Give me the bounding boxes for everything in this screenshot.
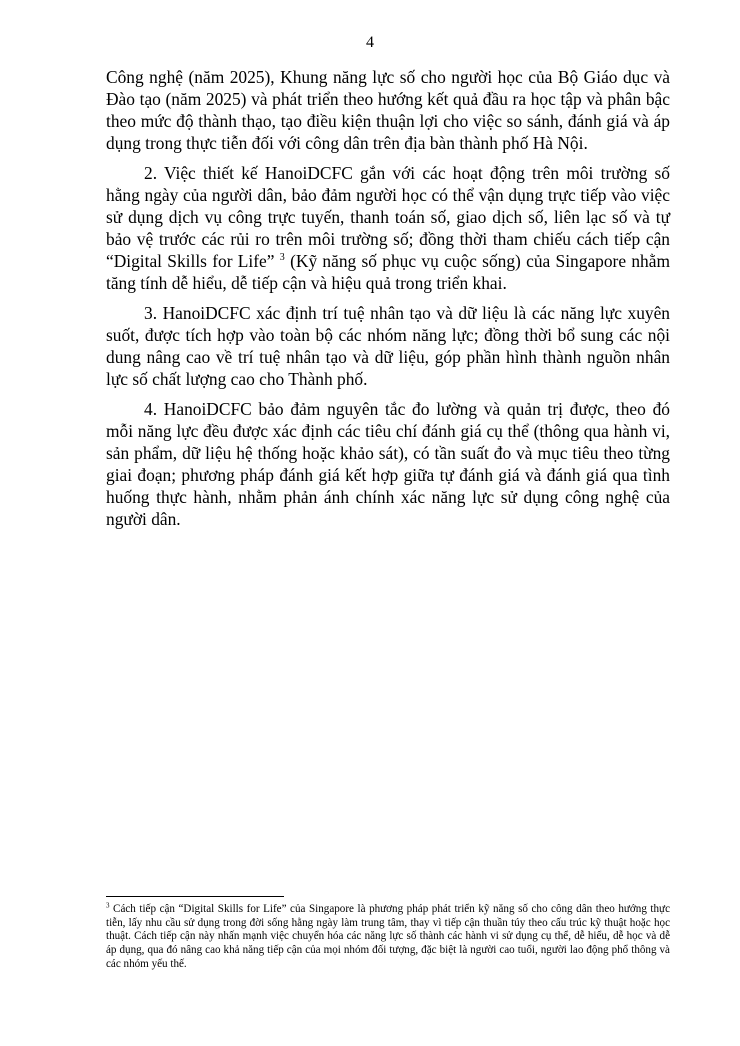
paragraph-2-text-part-2: (Kỹ năng số phục vụ cuộc sống) của Singapore nhằm tăng tính dễ hiểu, dễ tiếp cận và hiệu quả trong triển khai. (106, 251, 670, 293)
footnote-separator (106, 896, 284, 897)
footnote-marker: 3 (106, 901, 110, 910)
footnote-text: Cách tiếp cận “Digital Skills for Life” của Singapore là phương pháp phát triển kỹ năng số cho công dân theo hướng thực tiễn, lấy nhu cầu sử dụng trong đời sống hằng ngày làm trung tâm, thay vì tiếp cận thuần túy theo cấu trúc kỹ thuật hoặc học thuật. Cách tiếp cận này nhấn mạnh việc chuyển hóa các năng lực số thành các hành vi sử dụng cụ thể, dễ hiểu, dễ học và dễ áp dụng, qua đó nâng cao khả năng tiếp cận của mọi nhóm đối tượng, đặc biệt là người cao tuổi, người lao động phổ thông và các nhóm yếu thế. (106, 903, 670, 970)
paragraph-4: 4. HanoiDCFC bảo đảm nguyên tắc đo lường và quản trị được, theo đó mỗi năng lực đều được xác định các tiêu chí đánh giá cụ thể (thông qua hành vi, sản phẩm, dữ liệu hệ thống hoặc khảo sát), có tần suất đo và mục tiêu theo từng giai đoạn; phương pháp đánh giá kết hợp giữa tự đánh giá và đánh giá qua tình huống thực hành, nhằm phản ánh chính xác năng lực sử dụng công nghệ của người dân. (106, 399, 670, 529)
footnote (106, 903, 670, 972)
paragraph-2 (106, 162, 670, 294)
footnote-reference[interactable]: 3 (279, 252, 285, 264)
paragraph-2-text-part-1: 2. Việc thiết kế HanoiDCFC gắn với các hoạt động trên môi trường số hằng ngày của người dân, bảo đảm người học có thể vận dụng trực tiếp vào việc sử dụng dịch vụ công trực tuyến, thanh toán số, giao dịch số, liên lạc số và tự bảo vệ trước các rủi ro trên môi trường số; đồng thời tham chiếu cách tiếp cận “Digital Skills for Life” (106, 163, 670, 271)
paragraph-continuation: Công nghệ (năm 2025), Khung năng lực số cho người học của Bộ Giáo dục và Đào tạo (năm 2025) và phát triển theo hướng kết quả đầu ra học tập và phân bậc theo mức độ thành thạo, tạo điều kiện thuận lợi cho việc so sánh, đánh giá và áp dụng trong thực tiễn đối với công dân trên địa bàn thành phố Hà Nội. (106, 67, 670, 153)
document-body (106, 66, 670, 538)
page-number: 4 (366, 34, 374, 51)
paragraph-3: 3. HanoiDCFC xác định trí tuệ nhân tạo và dữ liệu là các năng lực xuyên suốt, được tích hợp vào toàn bộ các nhóm năng lực; đồng thời bổ sung các nội dung nâng cao về trí tuệ nhân tạo và dữ liệu, góp phần hình thành nguồn nhân lực số chất lượng cao cho Thành phố. (106, 303, 670, 389)
